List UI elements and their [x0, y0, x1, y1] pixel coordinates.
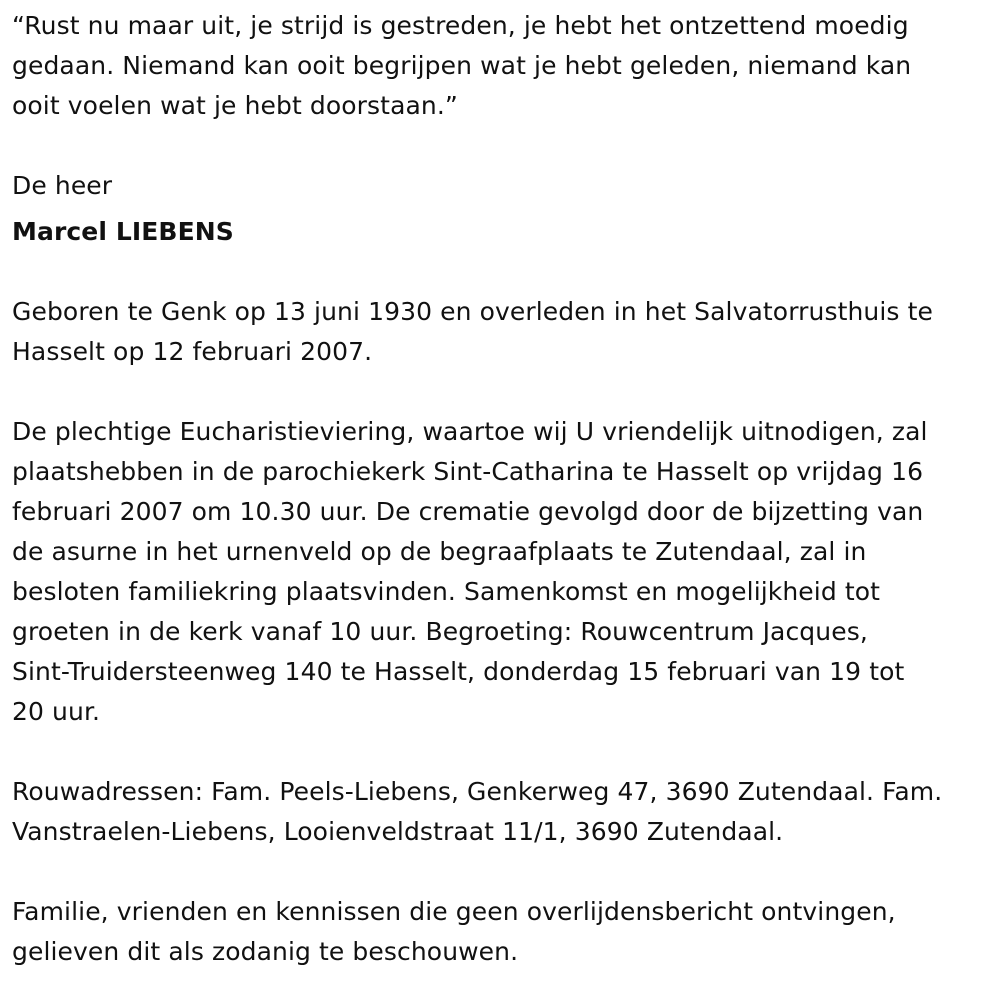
quote-line: gedaan. Niemand kan ooit begrijpen wat je hebt geleden, niemand kan [12, 51, 912, 80]
closing-line: gelieven dit als zodanig te beschouwen. [12, 937, 519, 966]
quote-line: ooit voelen wat je hebt doorstaan.” [12, 91, 458, 120]
addresses-paragraph [12, 772, 987, 852]
ceremony-line: groeten in de kerk vanaf 10 uur. Begroeting: Rouwcentrum Jacques, [12, 617, 868, 646]
closing-paragraph [12, 892, 987, 972]
ceremony-line: de asurne in het urnenveld op de begraafplaats te Zutendaal, zal in [12, 537, 867, 566]
ceremony-line: plaatshebben in de parochiekerk Sint-Catharina te Hasselt op vrijdag 16 [12, 457, 924, 486]
deceased-name: Marcel LIEBENS [12, 217, 234, 246]
obituary-document [12, 6, 987, 972]
ceremony-line: februari 2007 om 10.30 uur. De crematie gevolgd door de bijzetting van [12, 497, 924, 526]
address-line: Vanstraelen-Liebens, Looienveldstraat 11/1, 3690 Zutendaal. [12, 817, 784, 846]
ceremony-line: Sint-Truidersteenweg 140 te Hasselt, donderdag 15 februari van 19 tot [12, 657, 905, 686]
ceremony-line: besloten familiekring plaatsvinden. Samenkomst en mogelijkheid tot [12, 577, 881, 606]
ceremony-line: De plechtige Eucharistieviering, waartoe wij U vriendelijk uitnodigen, zal [12, 417, 928, 446]
closing-line: Familie, vrienden en kennissen die geen overlijdensbericht ontvingen, [12, 897, 896, 926]
salutation: De heer [12, 171, 113, 200]
birth-death-paragraph [12, 292, 987, 372]
birth-line: Hasselt op 12 februari 2007. [12, 337, 373, 366]
birth-line: Geboren te Genk op 13 juni 1930 en overleden in het Salvatorrusthuis te [12, 297, 933, 326]
ceremony-line: 20 uur. [12, 697, 101, 726]
ceremony-paragraph [12, 412, 987, 732]
address-line: Rouwadressen: Fam. Peels-Liebens, Genkerweg 47, 3690 Zutendaal. Fam. [12, 777, 943, 806]
quote-line: “Rust nu maar uit, je strijd is gestreden, je hebt het ontzettend moedig [12, 11, 909, 40]
quote-paragraph [12, 6, 987, 126]
